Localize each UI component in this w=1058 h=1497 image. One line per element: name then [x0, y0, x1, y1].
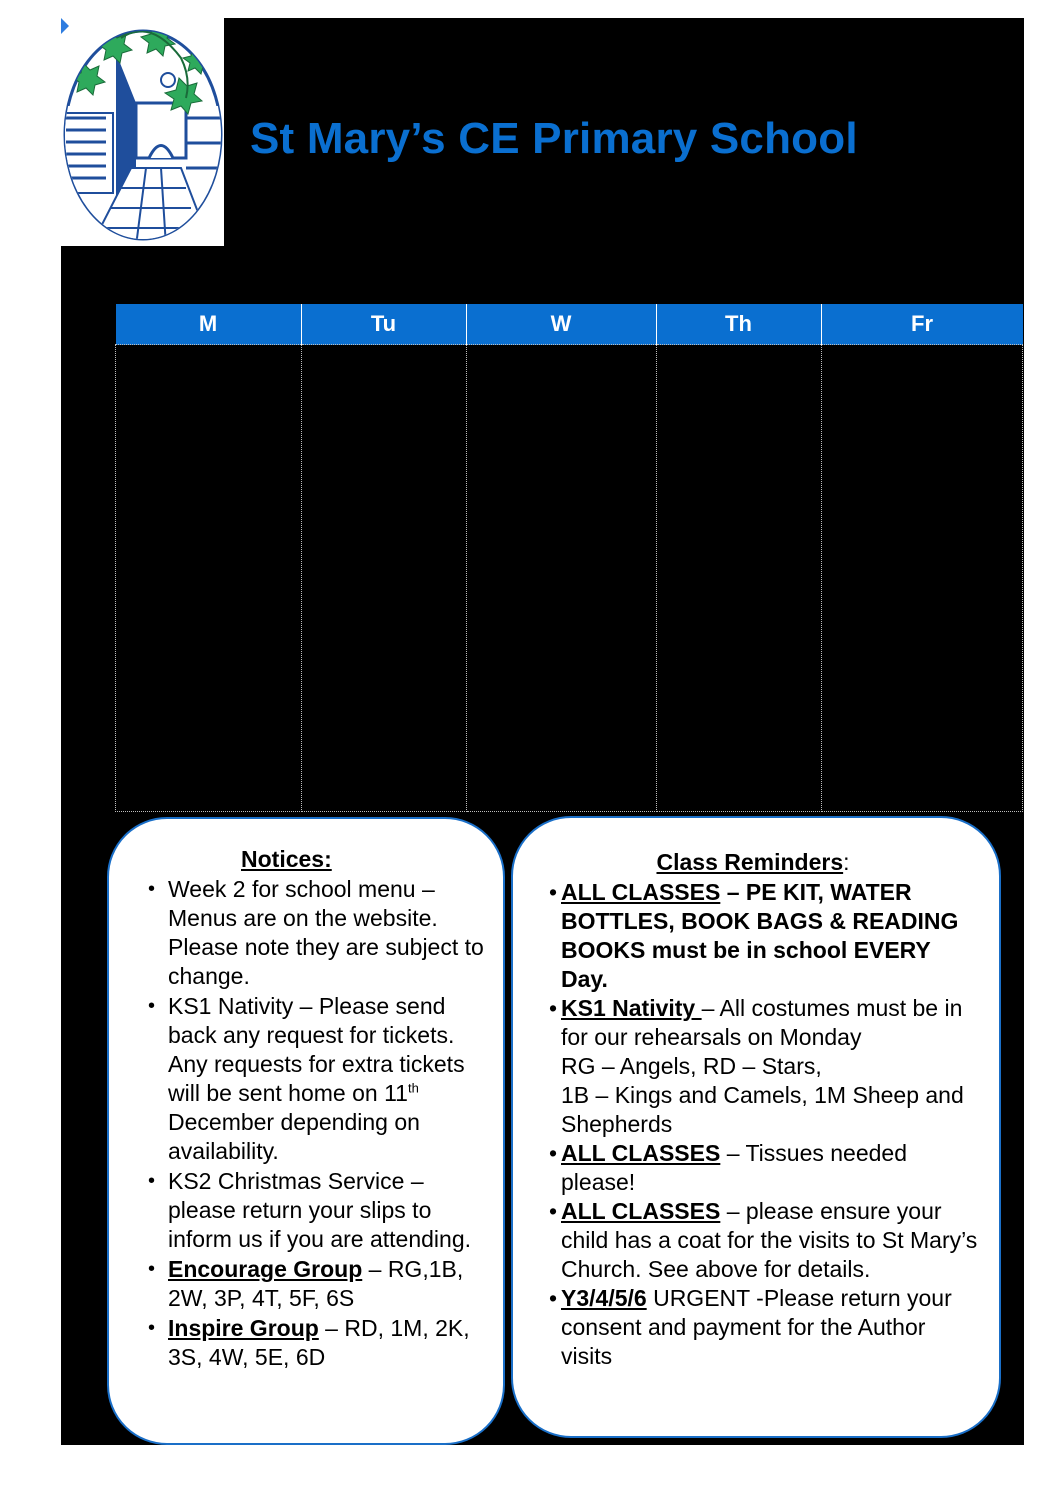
timetable-header-row	[116, 304, 1023, 345]
reminder-text: – Tissues needed please!	[561, 1140, 908, 1195]
day-cell-monday	[116, 345, 302, 812]
reminder-text: – All costumes must be in for our rehearsals on Monday	[561, 995, 963, 1050]
list-item	[145, 1314, 487, 1372]
notices-panel	[107, 817, 505, 1445]
notice-text: KS2 Christmas Service – please return your slips to inform us if you are attending.	[168, 1168, 471, 1252]
reminder-tag: ALL CLASSES	[561, 879, 721, 905]
page-title	[250, 114, 858, 164]
reminders-heading-colon: :	[843, 849, 850, 875]
day-cell-wednesday	[466, 345, 656, 812]
list-item	[549, 994, 979, 1139]
timetable-body-row	[116, 345, 1023, 812]
notice-tag: Encourage Group	[168, 1256, 363, 1282]
reminders-list	[549, 878, 979, 1371]
notice-text: – RG,1B, 2W, 3P, 4T, 5F, 6S	[168, 1256, 464, 1311]
reminder-tag: ALL CLASSES	[561, 1140, 721, 1166]
reminders-heading-row	[549, 848, 979, 877]
notice-text: – RD, 1M, 2K, 3S, 4W, 5E, 6D	[168, 1315, 470, 1370]
day-header-friday: Fr	[821, 304, 1023, 345]
list-item	[145, 1255, 487, 1313]
reminder-tag: Y3/4/5/6	[561, 1285, 647, 1311]
day-cell-thursday	[656, 345, 821, 812]
reminder-text-line2: RG – Angels, RD – Stars,	[561, 1053, 822, 1079]
notice-tag: Inspire Group	[168, 1315, 319, 1341]
reminder-text: – please ensure your child has a coat for the visits to St Mary’s Church. See above for details.	[561, 1198, 978, 1282]
reminder-text: – PE KIT, WATER BOTTLES, BOOK BAGS & READING BOOKS must be in school EVERY Day.	[561, 879, 959, 992]
day-cell-tuesday	[301, 345, 466, 812]
notice-text: Week 2 for school menu – Menus are on the website. Please note they are subject to change.	[168, 876, 484, 989]
list-item	[549, 1197, 979, 1284]
notices-heading: Notices:	[241, 846, 332, 872]
school-name: St Mary’s CE Primary School	[250, 114, 858, 163]
class-reminders-panel	[511, 816, 1001, 1438]
day-cell-friday	[821, 345, 1023, 812]
school-logo-icon	[61, 18, 224, 246]
list-item	[549, 1139, 979, 1197]
reminder-tag: ALL CLASSES	[561, 1198, 721, 1224]
reminders-heading: Class Reminders	[656, 849, 844, 875]
weekly-timetable	[115, 304, 1023, 812]
day-header-wednesday: W	[466, 304, 656, 345]
list-item	[145, 875, 487, 991]
list-item	[549, 1284, 979, 1371]
notice-text: KS1 Nativity – Please send back any request for tickets. Any requests for extra tickets will be sent home on 11	[168, 993, 465, 1106]
notices-list	[145, 875, 487, 1372]
day-header-tuesday: Tu	[301, 304, 466, 345]
reminder-text: URGENT -Please return your consent and payment for the Author visits	[561, 1285, 952, 1369]
ordinal-suffix: th	[407, 1080, 419, 1096]
list-item	[145, 992, 487, 1166]
day-header-monday: M	[116, 304, 302, 345]
reminder-text-line3: 1B – Kings and Camels, 1M Sheep and Shepherds	[561, 1082, 964, 1137]
notice-text-cont: December depending on availability.	[168, 1109, 420, 1164]
day-header-thursday: Th	[656, 304, 821, 345]
school-logo	[61, 18, 224, 246]
list-item	[549, 878, 979, 994]
reminder-tag: KS1 Nativity	[561, 995, 702, 1021]
list-item	[145, 1167, 487, 1254]
